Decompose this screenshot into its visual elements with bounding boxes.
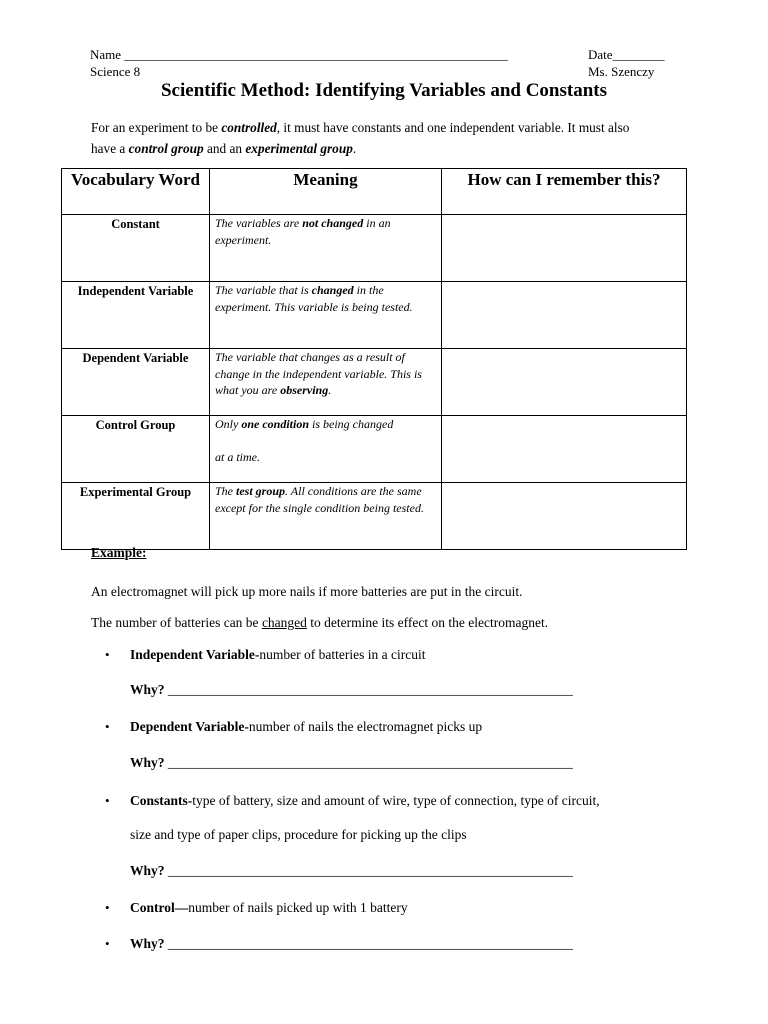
bullet-icon: • — [105, 647, 110, 662]
table-row — [62, 349, 687, 416]
example-sentence-1: An electromagnet will pick up more nails if more batteries are put in the circuit. — [91, 584, 523, 599]
column-header-vocabulary: Vocabulary Word — [62, 169, 210, 215]
example-sentence-2: The number of batteries can be changed to determine its effect on the electromagnet. — [91, 615, 549, 630]
why-answer-line[interactable]: Why? ____________________________________________________________ — [130, 682, 573, 697]
vocab-word: Independent Variable — [77, 284, 194, 298]
date-line: Date________ — [588, 47, 665, 62]
table-row — [62, 483, 687, 550]
intro-text: have a — [91, 141, 129, 156]
class-label: Science 8 — [90, 64, 141, 79]
remember-answer-cell[interactable] — [442, 215, 687, 282]
meaning-cell — [210, 215, 442, 282]
table-row — [62, 416, 687, 483]
vocab-word-cell — [62, 215, 210, 282]
intro-emphasis: controlled — [221, 120, 277, 135]
intro-emphasis: experimental group — [245, 141, 353, 156]
table-row — [62, 282, 687, 349]
intro-text: For an experiment to be — [91, 120, 222, 135]
meaning-text: The variables are not changed in an experiment. — [215, 216, 391, 247]
vocab-word-cell — [62, 416, 210, 483]
meaning-cell — [210, 416, 442, 483]
meaning-cell — [210, 349, 442, 416]
meaning-cell — [210, 483, 442, 550]
intro-emphasis: control group — [128, 141, 204, 156]
example-heading: Example: — [91, 545, 147, 560]
meaning-text: Only one condition is being changed at a time. — [215, 417, 394, 464]
dependent-variable-item: Dependent Variable-number of nails the electromagnet picks up — [130, 719, 483, 734]
table-header-row — [62, 169, 687, 215]
page-title: Scientific Method: Identifying Variables and Constants — [160, 80, 608, 101]
remember-answer-cell[interactable] — [442, 282, 687, 349]
vocab-word: Experimental Group — [79, 485, 192, 499]
bullet-icon: • — [105, 793, 110, 808]
remember-answer-cell[interactable] — [442, 416, 687, 483]
teacher-name: Ms. Szenczy — [588, 64, 655, 79]
constants-item: Constants-type of battery, size and amount of wire, type of connection, type of circuit, — [130, 793, 600, 808]
bullet-icon: • — [105, 900, 110, 915]
remember-answer-cell[interactable] — [442, 349, 687, 416]
intro-text: , it must have constants and one independent variable. It must also — [276, 120, 630, 135]
meaning-text: The variable that is changed in the experiment. This variable is being tested. — [215, 283, 413, 314]
column-header-meaning: Meaning — [210, 169, 442, 215]
vocab-word: Dependent Variable — [82, 351, 189, 365]
column-header-remember: How can I remember this? — [442, 169, 687, 215]
intro-text: . — [352, 141, 357, 156]
vocab-word: Control Group — [95, 418, 176, 432]
why-answer-line[interactable]: Why? ____________________________________________________________ — [130, 936, 573, 951]
constants-item-continued: size and type of paper clips, procedure for picking up the clips — [130, 827, 467, 842]
intro-text: and an — [203, 141, 246, 156]
why-answer-line[interactable]: Why? ____________________________________________________________ — [130, 863, 573, 878]
vocab-word-cell — [62, 282, 210, 349]
vocab-word-cell — [62, 483, 210, 550]
bullet-icon: • — [105, 719, 110, 734]
vocab-word: Constant — [111, 217, 160, 231]
meaning-text: The test group. All conditions are the same except for the single condition being tested. — [215, 484, 424, 515]
bullet-icon: • — [105, 936, 110, 951]
intro-paragraph — [91, 117, 691, 159]
table-row — [62, 215, 687, 282]
meaning-cell — [210, 282, 442, 349]
control-item: Control—number of nails picked up with 1 battery — [130, 900, 408, 915]
independent-variable-item: Independent Variable-number of batteries in a circuit — [130, 647, 426, 662]
meaning-text: The variable that changes as a result of change in the independent variable. This is what you are observing. — [215, 350, 422, 397]
why-answer-line[interactable]: Why? ____________________________________________________________ — [130, 755, 573, 770]
vocab-word-cell — [62, 349, 210, 416]
remember-answer-cell[interactable] — [442, 483, 687, 550]
vocabulary-table — [61, 168, 687, 550]
name-line: Name ___________________________________________________________ — [90, 47, 508, 62]
